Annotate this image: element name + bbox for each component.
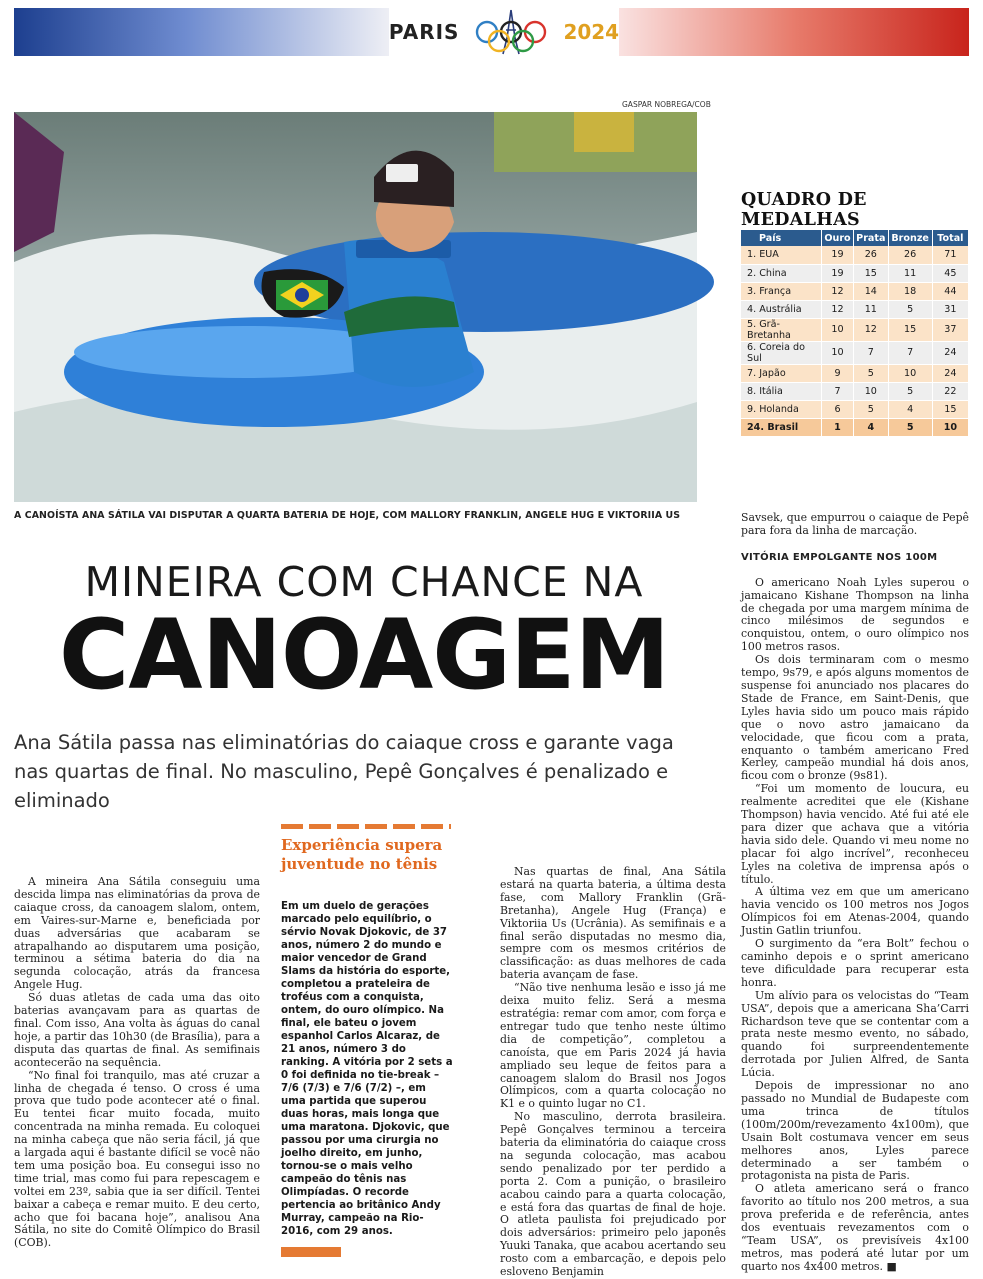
- cell-silver: 5: [854, 364, 888, 382]
- cell-total: 71: [932, 246, 968, 264]
- cell-country: 2. China: [741, 264, 821, 282]
- cell-total: 37: [932, 318, 968, 341]
- table-row: [741, 318, 969, 341]
- cell-silver: 26: [854, 246, 888, 264]
- cell-silver: 11: [854, 300, 888, 318]
- table-row: [741, 364, 969, 382]
- cell-bronze: 10: [888, 364, 932, 382]
- paragraph: A mineira Ana Sátila conseguiu uma descida limpa nas eliminatórias da prova de caiaque cross, da canoagem slalom, ontem, em Vaires-sur-Marne e, beneficiada por duas adversárias que acabaram se atrapalhando ao disputarem uma posição, terminou a sétima bateria do dia na segunda colocação, atrás da francesa Angele Hug.: [14, 875, 260, 992]
- paragraph: O atleta americano será o franco favorito ao título nos 200 metros, a sua prova preferida e de referência, antes dos eventuais revezamentos com o “Team USA”, os previsíveis 4x100 metros, mas poderá até lutar por um quarto nos 4x400 metros. ■: [741, 1182, 969, 1273]
- cell-bronze: 26: [888, 246, 932, 264]
- cell-gold: 6: [821, 400, 853, 418]
- article-column-3: [500, 866, 726, 1279]
- cell-gold: 9: [821, 364, 853, 382]
- cell-country: 8. Itália: [741, 382, 821, 400]
- cell-gold: 19: [821, 246, 853, 264]
- cell-country: 4. Austrália: [741, 300, 821, 318]
- table-row: [741, 382, 969, 400]
- article-deck: Ana Sátila passa nas eliminatórias do caiaque cross e garante vaga nas quartas de final. No masculino, Pepê Gonçalves é penalizado e eliminado: [14, 731, 674, 812]
- cell-gold: 10: [821, 341, 853, 364]
- medal-table-header-row: [741, 230, 969, 246]
- medal-table-title: QUADRO DE MEDALHAS: [741, 190, 867, 230]
- olympic-rings-icon: [469, 8, 553, 56]
- cell-country: 1. EUA: [741, 246, 821, 264]
- table-row-brazil: [741, 418, 969, 436]
- article-kicker: MINEIRA COM CHANCE NA: [84, 558, 644, 606]
- table-row: [741, 246, 969, 264]
- cell-silver: 7: [854, 341, 888, 364]
- section-subhead: VITÓRIA EMPOLGANTE NOS 100M: [741, 551, 938, 563]
- cell-country: 5. Grã-Bretanha: [741, 318, 821, 341]
- cell-silver: 4: [854, 418, 888, 436]
- sidebar-title: Experiência supera juventude no tênis: [281, 836, 443, 873]
- cell-bronze: 5: [888, 418, 932, 436]
- sidebar-body: Em um duelo de gerações marcado pelo equilíbrio, o sérvio Novak Djokovic, de 37 anos, número 2 do mundo e maior vencedor de Grand Slams da história do esporte, completou a prateleira de troféus com a conquista, ontem, do ouro olímpico. Na final, ele bateu o jovem espanhol Carlos Alcaraz, de 21 anos, número 3 do ranking. A vitória por 2 sets a 0 foi definida no tie-break – 7/6 (7/3) e 7/6 (7/2) –, em uma partida que superou duas horas, mais longa que uma maratona. Djokovic, que passou por uma cirurgia no joelho direito, em junho, tornou-se o mais velho campeão do tênis nas Olimpíadas. O recorde pertencia ao britânico Andy Murray, campeão na Rio-2016, com 29 anos.: [281, 901, 453, 1237]
- column-header-silver: Prata: [854, 230, 888, 246]
- cell-bronze: 5: [888, 300, 932, 318]
- column-header-total: Total: [932, 230, 968, 246]
- medal-table: [741, 230, 969, 437]
- table-row: [741, 282, 969, 300]
- paragraph: No masculino, derrota brasileira. Pepê Gonçalves terminou a terceira bateria da eliminatória do caiaque cross na segunda colocação, mas acabou sendo penalizado por ter perdido a porta 2. Com a punição, o brasileiro acabou caindo para a quarta colocação, e está fora das quartas de final de hoje. O atleta paulista foi prejudicado por dois adversários: primeiro pelo japonês Yuuki Tanaka, que acabou acertando seu rosto com a embarcação, e depois pelo esloveno Benjamin: [500, 1110, 726, 1279]
- cell-total: 22: [932, 382, 968, 400]
- banner-year: 2024: [563, 20, 620, 44]
- column-header-bronze: Bronze: [888, 230, 932, 246]
- table-row: [741, 264, 969, 282]
- cell-gold: 12: [821, 300, 853, 318]
- cell-total: 31: [932, 300, 968, 318]
- cell-country: 9. Holanda: [741, 400, 821, 418]
- banner-logo: [389, 8, 619, 56]
- banner-city: PARIS: [388, 20, 460, 44]
- table-row: [741, 400, 969, 418]
- cell-bronze: 15: [888, 318, 932, 341]
- table-row: [741, 300, 969, 318]
- cell-silver: 12: [854, 318, 888, 341]
- cell-bronze: 7: [888, 341, 932, 364]
- cell-country: 7. Japão: [741, 364, 821, 382]
- paragraph: “No final foi tranquilo, mas até cruzar a linha de chegada é tenso. O cross é uma prova que tudo pode acontecer até o final. Eu tentei ficar muito focada, muito concentrada na minha remada. Eu coloquei na minha cabeça que não seria fácil, já que a largada aqui é bastante difícil se você não tem uma posição boa. Eu consegui isso no time trial, mas como fui para repescagem e voltei em 23º, sabia que ia ser difícil. Tentei baixar a cabeça e remar muito. E deu certo, acho que foi bacana hoje”, analisou Ana Sátila, no site do Comitê Olímpico do Brasil (COB).: [14, 1068, 260, 1250]
- paragraph: Os dois terminaram com o mesmo tempo, 9s79, e após alguns momentos de suspense foi anunciado nos placares do Stade de France, em Saint-Denis, que Lyles havia sido um pouco mais rápido que o novo astro jamaicano da velocidade, que ficou com a prata, enquanto o também americano Fred Kerley, campeão mundial há dois anos, ficou com o bronze (9s81).: [741, 653, 969, 783]
- cell-total: 45: [932, 264, 968, 282]
- cell-gold: 1: [821, 418, 853, 436]
- canoe-photo-illustration: [14, 112, 697, 502]
- cell-silver: 5: [854, 400, 888, 418]
- sidebar-bottom-rule: [281, 1247, 341, 1257]
- paragraph: Depois de impressionar no ano passado no Mundial de Budapeste com uma trinca de títulos (100m/200m/revezamento 4x100m), que Usain Bolt costumava vencer em seus melhores anos, Lyles parece determinado a ser também o protagonista na pista de Paris.: [741, 1079, 969, 1183]
- table-row: [741, 341, 969, 364]
- cell-bronze: 5: [888, 382, 932, 400]
- cell-country: 24. Brasil: [741, 418, 821, 436]
- paragraph: Nas quartas de final, Ana Sátila estará na quarta bateria, a última desta fase, com Mallory Franklin (Grã-Bretanha), Angele Hug (França) e Viktoriia Us (Ucrânia). As semifinais e a final serão disputadas no mesmo dia, sempre com os mesmos critérios de classificação: as duas melhores de cada bateria avançam de fase.: [500, 865, 726, 982]
- cell-total: 15: [932, 400, 968, 418]
- photo-credit: GASPAR NOBREGA/COB: [622, 100, 711, 109]
- cell-silver: 15: [854, 264, 888, 282]
- cell-bronze: 11: [888, 264, 932, 282]
- paragraph: Um alívio para os velocistas do “Team USA”, depois que a americana Sha’Carri Richardson teve que se contentar com a prata neste mesmo evento, no sábado, quando foi surpreendentemente derrotada por Julien Alfred, de Santa Lúcia.: [741, 988, 969, 1080]
- paragraph: “Não tive nenhuma lesão e isso já me deixa muito feliz. Será a mesma estratégia: remar com amor, com força e entregar tudo que tenho neste último dia de competição”, completou a canoísta, que em Paris 2024 já havia ampliado seu leque de feitos para a canoagem slalom do Brasil nos Jogos Olímpicos, com a quarta colocação no K1 e o quinto lugar no C1.: [500, 981, 726, 1111]
- cell-silver: 10: [854, 382, 888, 400]
- paragraph: Só duas atletas de cada uma das oito baterias avançavam para as quartas de final. Com isso, Ana volta às águas do canal hoje, a partir das 10h30 (de Brasília), para a disputa das quartas de final. As semifinais acontecerão na sequência.: [14, 991, 260, 1069]
- cell-gold: 10: [821, 318, 853, 341]
- paragraph-continued: Savsek, que empurrou o caiaque de Pepê para fora da linha de marcação.: [741, 511, 969, 537]
- cell-bronze: 4: [888, 400, 932, 418]
- cell-total: 24: [932, 341, 968, 364]
- cell-silver: 14: [854, 282, 888, 300]
- cell-gold: 12: [821, 282, 853, 300]
- cell-total: 44: [932, 282, 968, 300]
- column-header-gold: Ouro: [821, 230, 853, 246]
- cell-total: 10: [932, 418, 968, 436]
- cell-country: 6. Coreia do Sul: [741, 341, 821, 364]
- paragraph: “Foi um momento de loucura, eu realmente acreditei que ele (Kishane Thompson) havia vencido. Até fui até ele para dizer que achava que a vitória havia sido dele. Quando vi meu nome no placar foi algo incrível”, reconheceu Lyles na coletiva de imprensa após o título.: [741, 782, 969, 886]
- column-header-country: País: [741, 230, 821, 246]
- article-headline: CANOAGEM: [58, 599, 670, 711]
- paragraph: O surgimento da “era Bolt” fechou o caminho depois e o sprint americano teve dificuldade para recuperar esta honra.: [741, 937, 969, 989]
- cell-gold: 19: [821, 264, 853, 282]
- cell-country: 3. França: [741, 282, 821, 300]
- olympics-banner: [14, 8, 969, 56]
- cell-total: 24: [932, 364, 968, 382]
- article-column-4: [741, 512, 969, 1274]
- sidebar-top-rule: [281, 824, 451, 829]
- paragraph: A última vez em que um americano havia vencido os 100 metros nos Jogos Olímpicos foi em Atenas-2004, quando Justin Gatlin triunfou.: [741, 885, 969, 938]
- cell-bronze: 18: [888, 282, 932, 300]
- paragraph: O americano Noah Lyles superou o jamaicano Kishane Thompson na linha de chegada por uma margem mínima de cinco milésimos de segundos e conquistou, ontem, o ouro olímpico nos 100 metros rasos.: [741, 575, 969, 654]
- photo-caption: A CANOÍSTA ANA SÁTILA VAI DISPUTAR A QUARTA BATERIA DE HOJE, COM MALLORY FRANKLIN, ANGELE HUG E VIKTORIIA US: [14, 510, 681, 521]
- photo-canoeist: [14, 112, 697, 502]
- cell-gold: 7: [821, 382, 853, 400]
- article-column-1: [14, 876, 260, 1250]
